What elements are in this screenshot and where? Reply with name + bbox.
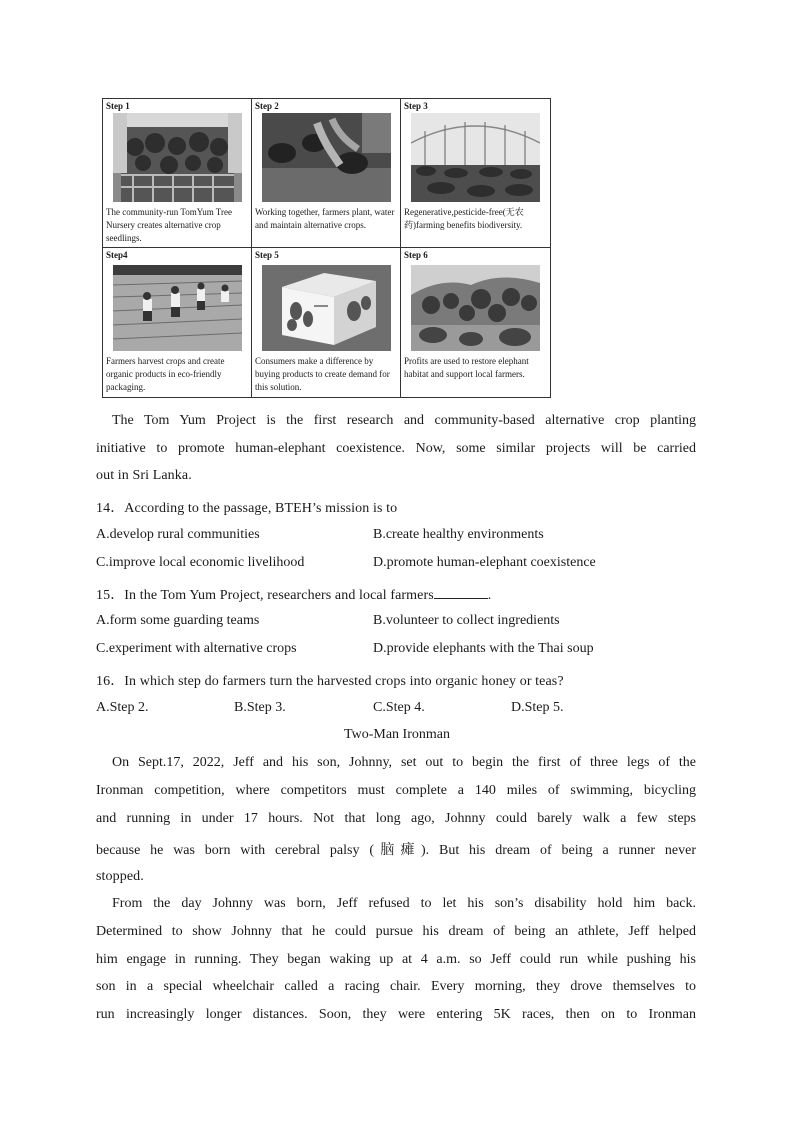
passage-p2-line-1: From the day Johnny was born, Jeff refused to let his son’s disability hold him back.: [112, 896, 696, 911]
step-1-caption: The community-run TomYum Tree Nursery creates alternative crop seedlings.: [106, 207, 232, 243]
passage-p1-line-1: On Sept.17, 2022, Jeff and his son, Johnny, set out to begin the first of three legs of the: [112, 755, 696, 770]
step-3-cell: [401, 99, 550, 248]
seedling-crate-photo: [113, 113, 242, 202]
question-14-stem: 14．According to the passage, BTEH’s mission is to: [96, 501, 398, 516]
passage-p2-line-3: him engage in running. They began waking up at 4 a.m. so Jeff could run while pushing his: [96, 952, 696, 967]
step-5-label: Step 5: [255, 250, 279, 260]
product-box-photo: [262, 265, 391, 351]
question-15-stem: [96, 584, 491, 604]
passage-p2-line-5: run increasingly longer distances. Soon, they were entering 5K races, then on to Ironman: [96, 1007, 696, 1022]
passage-p1-line-3: and running in under 17 hours. Not that long ago, Johnny could barely walk a few steps: [96, 811, 696, 826]
passage-p2-line-2: Determined to show Johnny that he could pursue his dream of being an athlete, Jeff helped: [96, 924, 696, 939]
passage-p1-line-4: because he was born with cerebral palsy (脑瘫). But his dream of being a runner never: [96, 843, 696, 858]
step-5-caption: Consumers make a difference by buying products to create demand for this solution.: [255, 356, 390, 392]
q16-option-d[interactable]: D.Step 5.: [511, 700, 564, 715]
q15-option-a[interactable]: A.form some guarding teams: [96, 613, 260, 628]
passage-p1-line-2: Ironman competition, where competitors must complete a 140 miles of swimming, bicycling: [96, 783, 696, 798]
step-1-label: Step 1: [106, 101, 130, 111]
q14-option-a[interactable]: A.develop rural communities: [96, 527, 260, 542]
step-5-cell: [252, 248, 401, 397]
passage-p2-line-4: son in a special wheelchair called a racing chair. Every morning, they drove themselves to: [96, 979, 696, 994]
step-4-label: Step4: [106, 250, 128, 260]
answer-blank: [434, 586, 488, 599]
intro-line-2: initiative to promote human-elephant coexistence. Now, some similar projects will be carried: [96, 441, 696, 456]
q15-option-d[interactable]: D.provide elephants with the Thai soup: [373, 641, 594, 656]
step-3-label: Step 3: [404, 101, 428, 111]
q15-option-b[interactable]: B.volunteer to collect ingredients: [373, 613, 560, 628]
step-6-label: Step 6: [404, 250, 428, 260]
q15-option-c[interactable]: C.experiment with alternative crops: [96, 641, 297, 656]
step-2-caption: Working together, farmers plant, water and maintain alternative crops.: [255, 207, 395, 230]
farmers-planting-photo: [262, 113, 391, 202]
greenhouse-photo: [411, 113, 540, 202]
q16-option-a[interactable]: A.Step 2.: [96, 700, 149, 715]
q14-option-d[interactable]: D.promote human-elephant coexistence: [373, 555, 596, 570]
q16-option-c[interactable]: C.Step 4.: [373, 700, 425, 715]
question-16-stem: 16．In which step do farmers turn the harvested crops into organic honey or teas?: [96, 674, 564, 689]
q16-option-b[interactable]: B.Step 3.: [234, 700, 286, 715]
step-4-caption: Farmers harvest crops and create organic products in eco-friendly packaging.: [106, 356, 225, 392]
q14-option-b[interactable]: B.create healthy environments: [373, 527, 544, 542]
step-4-cell: [103, 248, 252, 397]
q14-option-c[interactable]: C.improve local economic livelihood: [96, 555, 305, 570]
step-1-cell: [103, 99, 252, 248]
harvest-field-photo: [113, 265, 242, 351]
step-2-cell: [252, 99, 401, 248]
elephant-habitat-photo: [411, 265, 540, 351]
passage-p1-line-5: stopped.: [96, 869, 144, 884]
intro-line-1: The Tom Yum Project is the first research and community-based alternative crop planting: [112, 413, 696, 428]
steps-figure: [102, 98, 551, 398]
step-3-caption: Regenerative,pesticide-free(无农药)farming benefits biodiversity.: [404, 207, 524, 230]
question-15-text: 15．In the Tom Yum Project, researchers and local farmers: [96, 588, 434, 603]
passage-title: Two-Man Ironman: [344, 727, 450, 742]
step-6-caption: Profits are used to restore elephant habitat and support local farmers.: [404, 356, 529, 379]
step-6-cell: [401, 248, 550, 397]
step-2-label: Step 2: [255, 101, 279, 111]
intro-line-3: out in Sri Lanka.: [96, 468, 192, 483]
question-15-end: .: [487, 588, 492, 603]
